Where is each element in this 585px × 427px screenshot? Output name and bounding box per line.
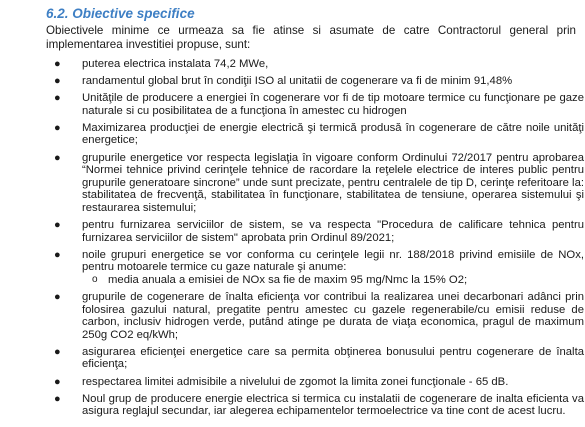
list-item-text: puterea electrica instalata 74,2 MWe, (82, 58, 269, 70)
bullet-icon: ● (54, 291, 61, 303)
list-item-text: Maximizarea producţiei de energie electrică şi termică produsă în cogenerare de către noile unităţi energetice; (82, 121, 584, 147)
list-item (46, 75, 584, 88)
bullet-icon: ● (54, 92, 61, 105)
bullet-icon: ● (54, 219, 61, 232)
list-item (46, 376, 584, 389)
list-item (46, 122, 584, 147)
list-item (46, 219, 584, 244)
list-item (46, 152, 584, 215)
list-item (46, 291, 584, 341)
nox-sub-list (82, 274, 584, 287)
list-item-text: randamentul global brut în condiţii ISO al unitatii de cogenerare va fi de minim 91,48% (82, 75, 513, 88)
bullet-icon: ● (54, 58, 61, 70)
list-item (46, 92, 584, 117)
section-heading: 6.2. Obiective specifice (46, 6, 195, 21)
sub-list-item-text: media anuala a emisiei de NOx sa fie de maxim 95 mg/Nmc la 15% O2; (108, 273, 468, 286)
bullet-icon: ● (54, 375, 61, 388)
bullet-icon: ● (54, 392, 61, 405)
list-item-text: Unităţile de producere a energiei în cogenerare vor fi de tip motoare termice cu funcţionare pe gaze naturale si cu posibilitatea de a funcţiona în amestec cu hidrogen (82, 92, 584, 117)
list-item-text: Noul grup de producere energie electrica si termica cu instalatii de cogenerare de inalta eficienta va asigura reglajul secundar, iar alegerea echipamentelor termoelectrice va tine cont de acest lucru. (82, 392, 584, 418)
list-item-text: asigurarea eficienţei energetice care sa permita obţinerea bonusului pentru cogenerare de înalta eficienţa; (82, 345, 584, 371)
list-item (46, 249, 584, 287)
bullet-icon: ● (54, 75, 61, 88)
list-item (46, 58, 584, 71)
bullet-icon: ● (54, 151, 61, 164)
bullet-icon: ● (54, 248, 61, 261)
sub-list-item (82, 274, 584, 287)
list-item (46, 346, 584, 371)
bullet-icon: ● (54, 345, 61, 358)
list-item-text: pentru furnizarea serviciilor de sistem, se va respecta "Procedura de calificare tehnica pentru furnizarea serviciilor de sistem" aprobata prin Ordinul 89/2021; (82, 219, 584, 244)
bullet-icon: ● (54, 121, 61, 134)
list-item-text: grupurile de cogenerare de înalta eficienţa vor contribui la realizarea unei decarbonari adânci prin folosirea gazului natural, pregatite pentru amestec cu gazele regenerabile/cu emisii reduse de carbon, inclusiv hidrogen verde, putând atinge pe durata de viaţa economica, pragul de maximum 250g CO2 eq/kWh; (82, 291, 584, 341)
list-item (46, 393, 584, 418)
intro-paragraph: Obiectivele minime ce urmeaza sa fie atinse si asumate de catre Contractorul general prin implementarea investitiei propuse, sunt: (46, 24, 576, 51)
list-item-text: respectarea limitei admisibile a nivelului de zgomot la limita zonei funcţionale - 65 dB. (82, 375, 509, 388)
list-item-text: grupurile energetice vor respecta legislaţia în vigoare conform Ordinului 72/2017 pentru aprobarea “Normei tehnice privind cerinţele tehnice de racordare la reţelele electrice de interes public pentru grupurile generatoare sincrone” unde sunt precizate, pentru centralele de tip D, cerinţe referitoare la: stabilitatea de frecvenţă, stabilitatea în funcţionare, stabilitatea de tensiune, operarea sistemului şi restaurarea sistemului; (82, 151, 584, 214)
list-item-text: noile grupuri energetice se vor conforma cu cerinţele legii nr. 188/2018 privind emisiile de NOx, pentru motoarele termice cu gaze naturale şi anume: (82, 248, 584, 274)
objectives-list (46, 58, 584, 418)
sub-bullet-icon: o (92, 273, 98, 285)
